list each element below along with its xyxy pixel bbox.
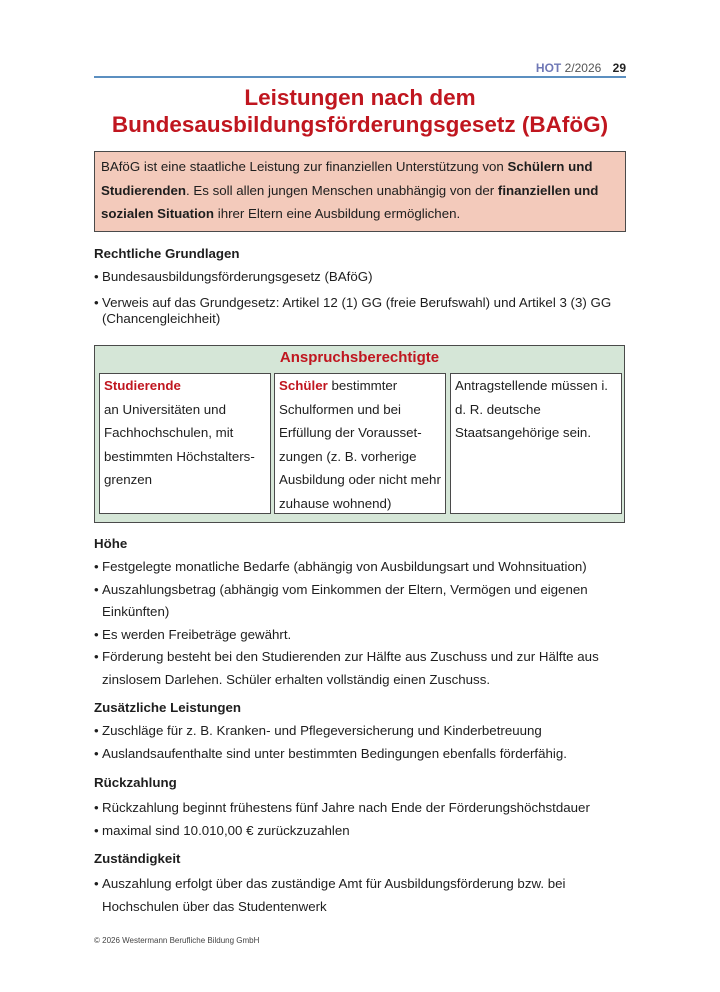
list-item: • Auszahlung erfolgt über das zuständige Amt für Ausbildungsförderung bzw. bei Hochschulen über das Studentenwerk xyxy=(94,873,584,918)
title-line-2: Bundesausbildungsförderungsgesetz (BAföG) xyxy=(111,112,609,137)
page-title xyxy=(94,84,626,138)
section-zusaetzliche-leistungen xyxy=(94,699,634,765)
list-item: • Zuschläge für z. B. Kranken- und Pflegeversicherung und Kinderbetreuung xyxy=(94,720,634,743)
cell-staatsangehoerigkeit xyxy=(450,373,622,514)
list-item: • maximal sind 10.010,00 € zurückzuzahlen xyxy=(94,820,634,843)
box-heading: Anspruchsberechtigte xyxy=(279,349,440,366)
cell-text: an Universitäten und Fachhochschulen, mit bestimmten Höchstalters-grenzen xyxy=(104,401,255,487)
page-number: 29 xyxy=(612,61,626,75)
list-item: • Bundesausbildungsförderungsgesetz (BAföG) xyxy=(94,266,634,289)
section-rechtliche-grundlagen xyxy=(94,245,634,327)
cell-text: bestimmter Schulformen und bei Erfüllung der Vorausset-zungen (z. B. vorherige Ausbildung oder nicht mehr zuhause wohnend) xyxy=(279,378,441,511)
anspruchsberechtigte-box xyxy=(94,345,625,523)
section-zustaendigkeit xyxy=(94,850,634,918)
intro-text: BAföG ist eine staatliche Leistung zur finanziellen Unterstützung von xyxy=(101,159,508,174)
intro-bold: Schülern und Studierenden xyxy=(101,159,593,198)
section-heading: Rückzahlung xyxy=(94,775,177,790)
intro-text: . Es soll allen jungen Menschen unabhängig von der xyxy=(185,182,498,198)
intro-box xyxy=(94,151,626,232)
cell-highlight: Studierende xyxy=(104,378,181,393)
section-heading: Höhe xyxy=(94,536,128,551)
section-rueckzahlung xyxy=(94,774,634,842)
intro-text: ihrer Eltern eine Ausbildung ermöglichen. xyxy=(214,206,461,221)
list-item: • Es werden Freibeträge gewährt. xyxy=(94,624,619,647)
list-item: • Verweis auf das Grundgesetz: Artikel 12 (1) GG (freie Berufswahl) und Artikel 3 (3) GG (Chancengleichheit) xyxy=(94,295,622,327)
list-item: • Rückzahlung beginnt frühestens fünf Jahre nach Ende der Förderungshöchstdauer xyxy=(94,797,634,820)
title-line-1: Leistungen nach dem xyxy=(244,85,476,110)
cell-text: Antragstellende müssen i. d. R. deutsche Staatsangehörige sein. xyxy=(455,378,608,440)
section-heading: Zuständigkeit xyxy=(94,851,181,866)
list-item: • Auslandsaufenthalte sind unter bestimmten Bedingungen ebenfalls förderfähig. xyxy=(94,743,634,766)
section-hoehe xyxy=(94,535,634,691)
list-item: • Festgelegte monatliche Bedarfe (abhängig von Ausbildungsart und Wohnsituation) xyxy=(94,556,619,579)
list-item: • Auszahlungsbetrag (abhängig vom Einkommen der Eltern, Vermögen und eigenen Einkünften) xyxy=(94,579,619,624)
cell-highlight: Schüler xyxy=(279,378,328,393)
copyright-footer: © 2026 Westermann Berufliche Bildung GmbH xyxy=(94,936,260,945)
intro-bold: finanziellen und sozialen Situation xyxy=(101,182,599,221)
issue-number: 2/2026 xyxy=(564,61,602,75)
section-heading: Zusätzliche Leistungen xyxy=(94,700,242,715)
magazine-brand: HOT xyxy=(535,61,562,75)
section-heading: Rechtliche Grundlagen xyxy=(94,246,240,261)
cell-schueler xyxy=(274,373,446,514)
page-header xyxy=(94,60,626,78)
list-item: • Förderung besteht bei den Studierenden zur Hälfte aus Zuschuss und zur Hälfte aus zinslosem Darlehen. Schüler erhalten vollständig einen Zuschuss. xyxy=(94,646,619,691)
cell-studierende xyxy=(99,373,271,514)
